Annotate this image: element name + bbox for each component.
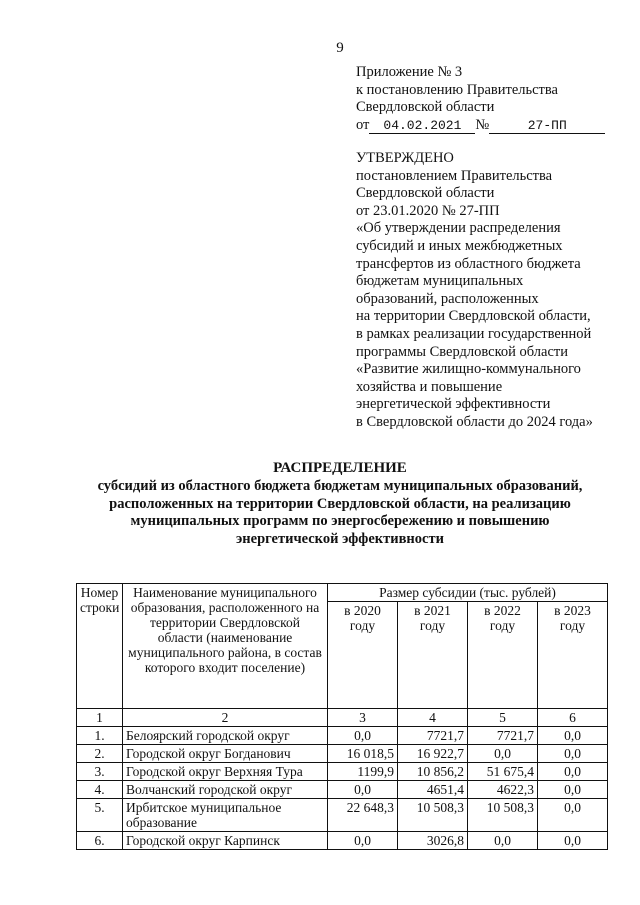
subsidy-2021: 7721,7	[398, 727, 468, 745]
municipality-name: Ирбитское муниципальное образование	[123, 799, 328, 832]
approval-line: энергетической эффективности	[356, 396, 551, 413]
header-year-2021: в 2021 году	[398, 602, 468, 709]
page-number: 9	[336, 40, 344, 56]
document-title: РАСПРЕДЕЛЕНИЕ	[273, 460, 407, 476]
table-row	[77, 727, 608, 745]
subsidy-2023: 0,0	[538, 727, 608, 745]
table-row	[77, 799, 608, 832]
resolution-number: 27-ПП	[489, 119, 605, 134]
table-row	[77, 763, 608, 781]
appendix-line: Свердловской области	[356, 99, 495, 115]
row-number: 5.	[77, 799, 123, 832]
table-row	[77, 781, 608, 799]
approval-line: в Свердловской области до 2024 года»	[356, 413, 593, 430]
subsidy-2021: 16 922,7	[398, 745, 468, 763]
subtitle-line: муниципальных программ по энергосбережению и повышению	[130, 513, 550, 530]
approval-line: в рамках реализации государственной	[356, 325, 592, 342]
approval-line: Свердловской области	[356, 185, 495, 202]
header-year-2022: в 2022 году	[468, 602, 538, 709]
subsidy-2020: 1199,9	[328, 763, 398, 781]
header-subsidy-size: Размер субсидии (тыс. рублей)	[328, 584, 608, 602]
subsidy-2020: 16 018,5	[328, 745, 398, 763]
approval-line: постановлением Правительства	[356, 167, 553, 184]
header-year-2023: в 2023 году	[538, 602, 608, 709]
row-number: 2.	[77, 745, 123, 763]
number-prefix: №	[475, 116, 490, 133]
column-index: 1	[77, 709, 123, 727]
column-index: 6	[538, 709, 608, 727]
approval-line: субсидий и иных межбюджетных	[356, 237, 563, 254]
subsidy-2022: 10 508,3	[468, 799, 538, 832]
appendix-line: к постановлению Правительства	[356, 81, 558, 98]
subsidy-2020: 0,0	[328, 832, 398, 850]
subsidy-2022: 0,0	[468, 832, 538, 850]
approval-block	[356, 150, 626, 432]
header-row-number: Номер строки	[77, 584, 123, 709]
subsidy-2023: 0,0	[538, 781, 608, 799]
column-index: 5	[468, 709, 538, 727]
subsidy-2021: 10 856,2	[398, 763, 468, 781]
table-row	[77, 832, 608, 850]
column-index: 4	[398, 709, 468, 727]
subsidy-2020: 0,0	[328, 727, 398, 745]
subsidy-2021: 3026,8	[398, 832, 468, 850]
approval-line: бюджетам муниципальных	[356, 273, 524, 290]
document-subtitle	[60, 478, 620, 548]
subsidy-2020: 0,0	[328, 781, 398, 799]
subsidy-2022: 0,0	[468, 745, 538, 763]
municipality-name: Городской округ Карпинск	[123, 832, 328, 850]
column-index-row	[77, 709, 608, 727]
municipality-name: Городской округ Богданович	[123, 745, 328, 763]
subsidy-2023: 0,0	[538, 745, 608, 763]
row-number: 4.	[77, 781, 123, 799]
approval-line: на территории Свердловской области,	[356, 308, 591, 325]
subtitle-line: энергетической эффективности	[236, 530, 444, 547]
appendix-block	[356, 64, 626, 134]
municipality-name: Белоярский городской округ	[123, 727, 328, 745]
date-prefix: от	[356, 116, 370, 133]
row-number: 3.	[77, 763, 123, 781]
subsidy-2023: 0,0	[538, 763, 608, 781]
row-number: 1.	[77, 727, 123, 745]
municipality-name: Городской округ Верхняя Тура	[123, 763, 328, 781]
subsidy-2021: 10 508,3	[398, 799, 468, 832]
subsidy-2022: 7721,7	[468, 727, 538, 745]
header-year-2020: в 2020 году	[328, 602, 398, 709]
column-index: 3	[328, 709, 398, 727]
appendix-line: Приложение № 3	[356, 64, 463, 80]
table-header-row	[77, 584, 608, 602]
header-municipality: Наименование муниципального образования, расположенного на территории Свердловской области (наименование муниципального района, в состав которого входит поселение)	[123, 584, 328, 709]
subsidy-2023: 0,0	[538, 832, 608, 850]
approval-line: трансфертов из областного бюджета	[356, 255, 581, 272]
appendix-date-line	[356, 117, 626, 135]
subsidy-2023: 0,0	[538, 799, 608, 832]
subsidy-2022: 51 675,4	[468, 763, 538, 781]
subtitle-line: субсидий из областного бюджета бюджетам муниципальных образований,	[97, 478, 583, 494]
row-number: 6.	[77, 832, 123, 850]
resolution-date: 04.02.2021	[369, 119, 475, 134]
column-index: 2	[123, 709, 328, 727]
subsidy-2021: 4651,4	[398, 781, 468, 799]
table-row	[77, 745, 608, 763]
subsidy-table	[76, 583, 608, 850]
approval-line: «Об утверждении распределения	[356, 220, 561, 237]
approval-line: УТВЕРЖДЕНО	[356, 150, 454, 166]
approval-line: образований, расположенных	[356, 290, 539, 307]
approval-line: программы Свердловской области	[356, 343, 569, 360]
approval-line: «Развитие жилищно-коммунального	[356, 361, 581, 378]
subtitle-line: расположенных на территории Свердловской области, на реализацию	[109, 495, 571, 512]
approval-line: от 23.01.2020 № 27-ПП	[356, 202, 500, 219]
subsidy-2022: 4622,3	[468, 781, 538, 799]
approval-line: хозяйства и повышение	[356, 378, 503, 395]
subsidy-2020: 22 648,3	[328, 799, 398, 832]
municipality-name: Волчанский городской округ	[123, 781, 328, 799]
